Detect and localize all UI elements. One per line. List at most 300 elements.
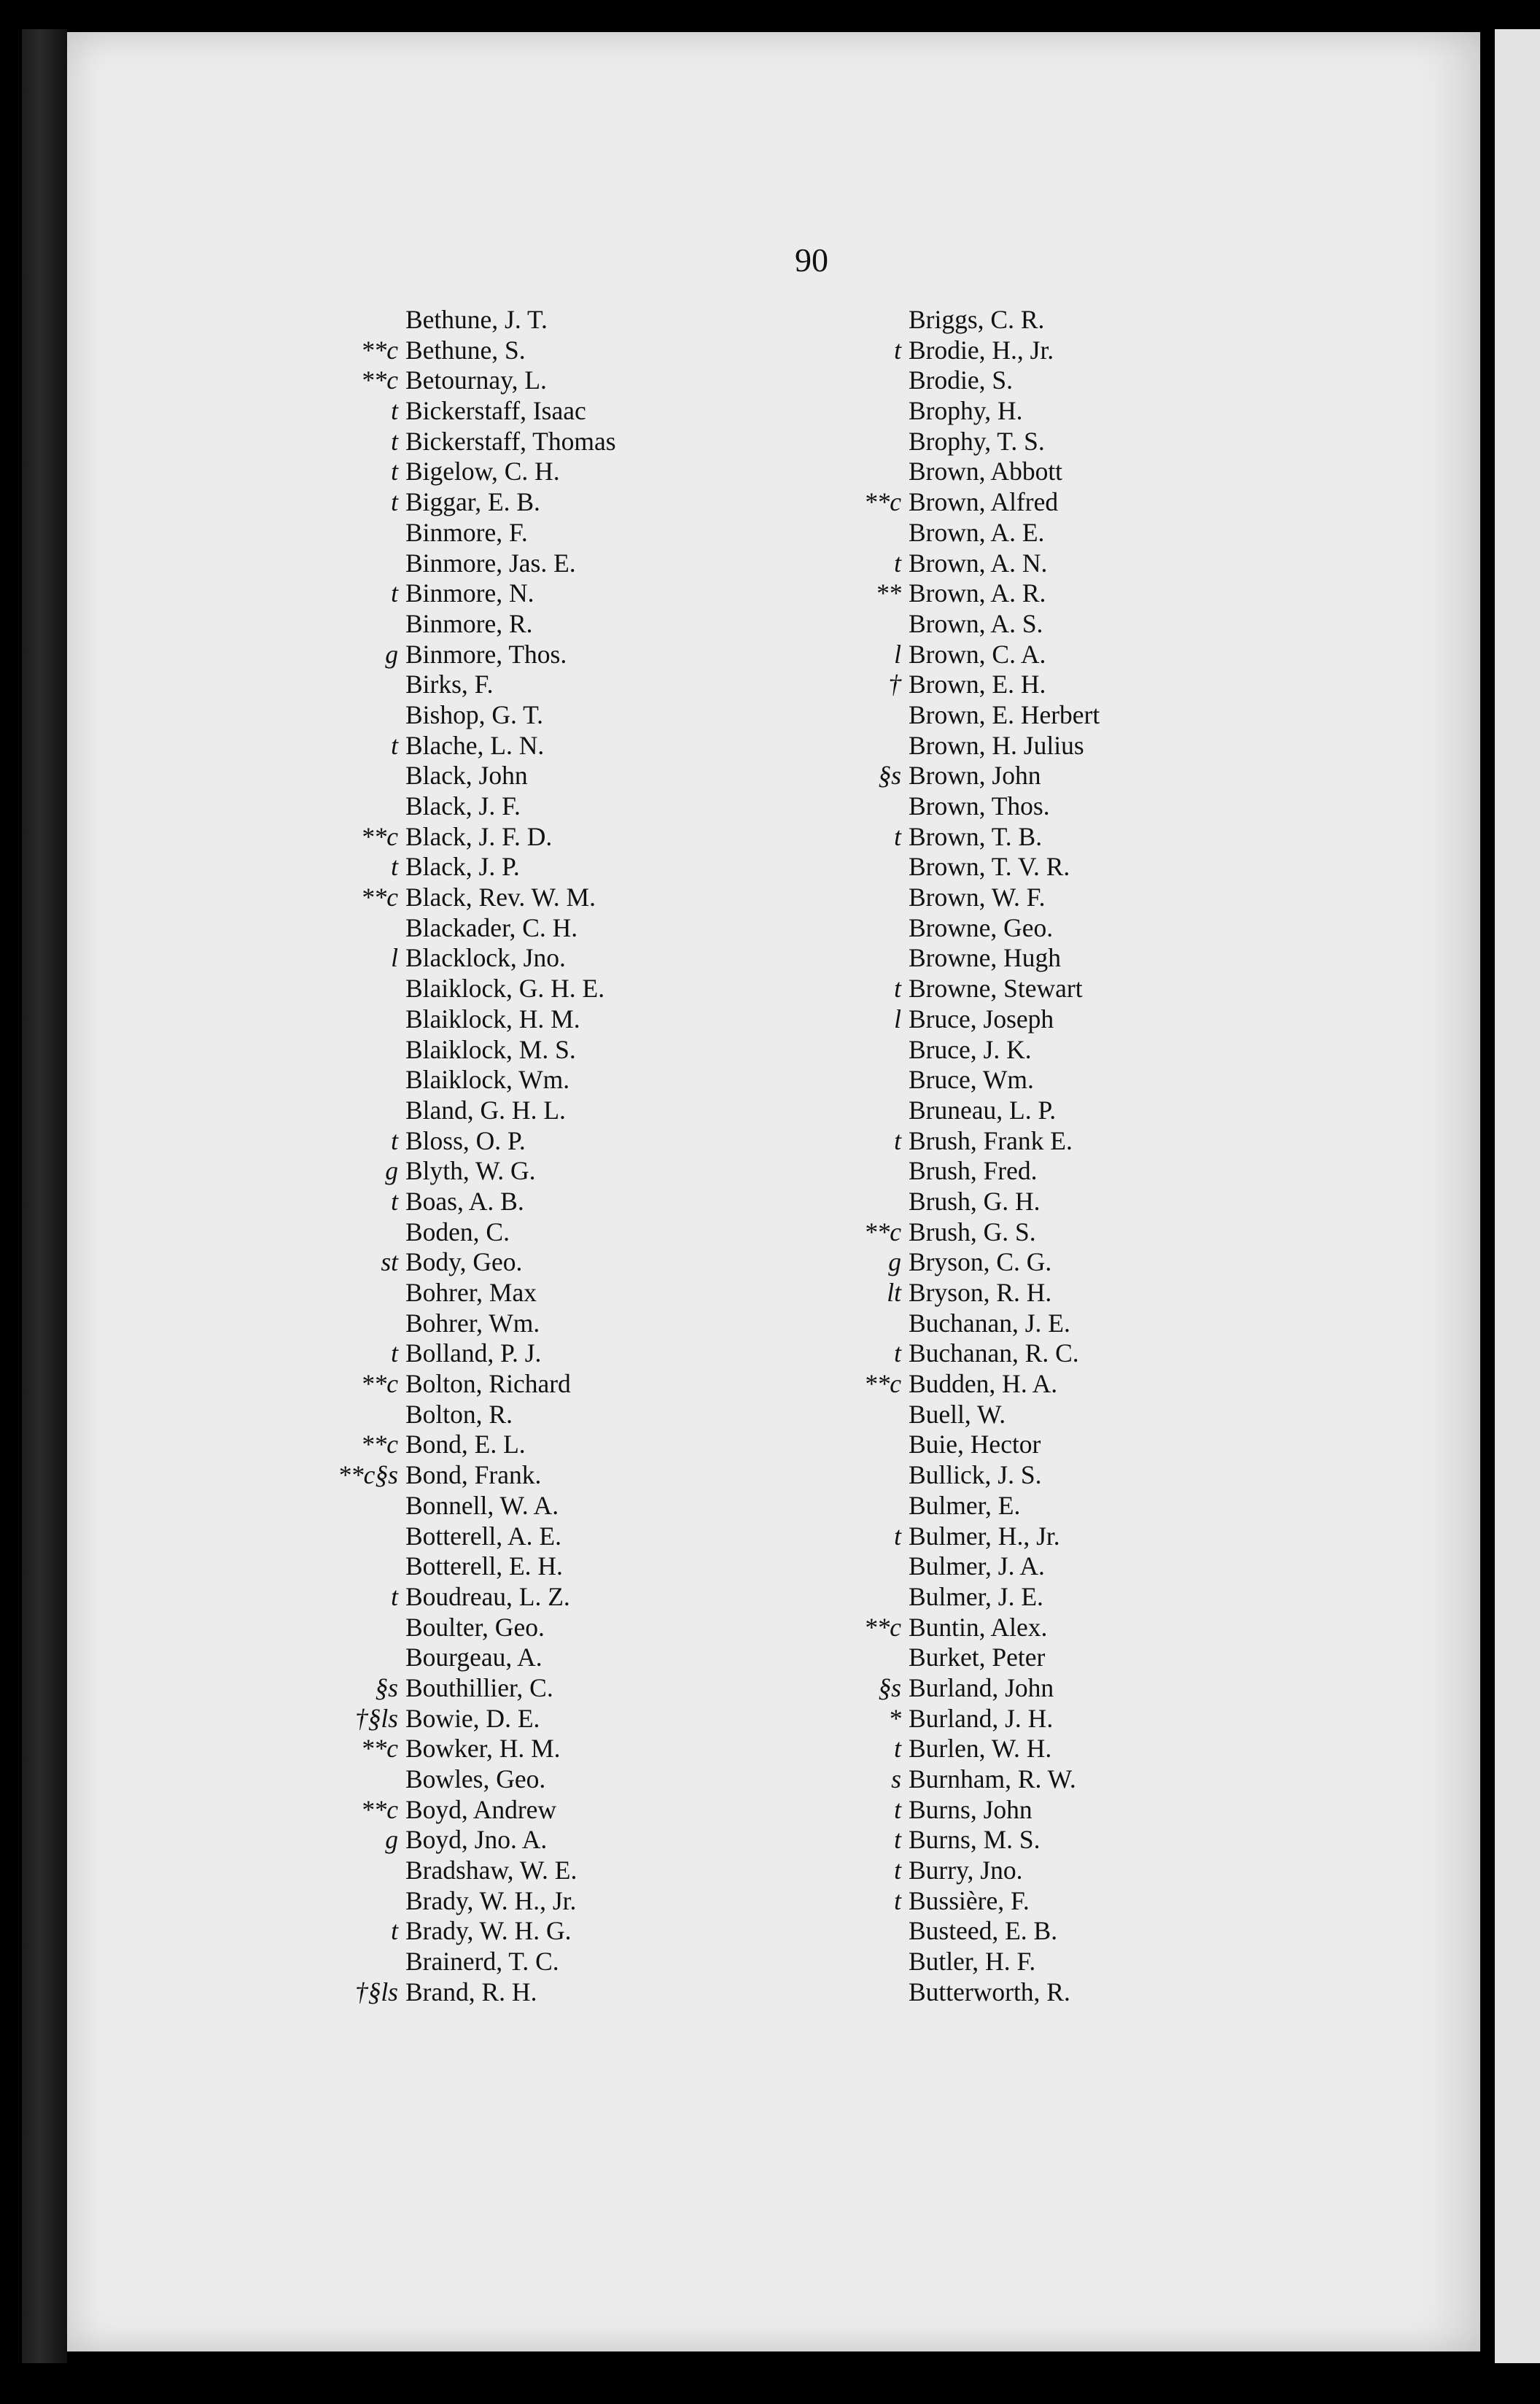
member-entry — [839, 1977, 1100, 2008]
membership-mark — [839, 609, 909, 640]
member-name: Boyd, Jno. A. — [405, 1825, 548, 1855]
membership-mark: g — [385, 639, 398, 669]
member-entry — [839, 1613, 1100, 1643]
member-entry — [335, 1825, 616, 1856]
member-entry — [839, 1217, 1100, 1248]
member-entry — [839, 1795, 1100, 1826]
member-name: Bickerstaff, Isaac — [405, 396, 586, 426]
member-name: Bruce, Joseph — [909, 1004, 1054, 1034]
member-name: Brush, G. H. — [909, 1186, 1041, 1216]
membership-mark — [335, 1947, 405, 1977]
membership-mark — [335, 1065, 405, 1096]
membership-mark: t — [391, 487, 398, 517]
member-name: Browne, Hugh — [909, 943, 1062, 973]
membership-mark: t — [391, 1581, 398, 1611]
membership-mark — [839, 1308, 909, 1339]
member-name: Black, J. F. — [405, 791, 521, 821]
member-entry — [839, 365, 1100, 396]
member-entry — [335, 1704, 616, 1734]
membership-mark: §s — [375, 1672, 398, 1702]
member-entry — [335, 731, 616, 761]
member-entry — [335, 365, 616, 396]
membership-mark: t — [894, 1521, 901, 1551]
membership-mark: t — [391, 396, 398, 426]
membership-mark — [839, 1430, 909, 1460]
membership-mark — [335, 1308, 405, 1339]
membership-mark: **c — [863, 1612, 901, 1642]
membership-mark: lt — [887, 1278, 901, 1307]
member-name: Burns, John — [909, 1794, 1032, 1824]
member-entry — [335, 396, 616, 427]
member-name: Bohrer, Max — [405, 1278, 537, 1307]
membership-mark — [839, 1187, 909, 1217]
member-entry — [335, 1673, 616, 1704]
member-entry — [839, 1704, 1100, 1734]
member-entry — [335, 852, 616, 883]
member-entry — [335, 822, 616, 853]
membership-mark — [839, 365, 909, 396]
membership-mark — [335, 1096, 405, 1126]
membership-mark — [335, 1886, 405, 1917]
membership-mark: **c — [360, 365, 398, 395]
membership-mark: l — [894, 1004, 901, 1034]
member-name: Buie, Hector — [909, 1430, 1041, 1459]
membership-mark — [335, 1764, 405, 1795]
member-entry — [335, 1977, 616, 2008]
member-entry — [839, 1156, 1100, 1187]
member-name: Buchanan, R. C. — [909, 1338, 1079, 1368]
member-name: Brown, H. Julius — [909, 730, 1084, 760]
member-entry — [839, 1338, 1100, 1369]
membership-mark — [839, 305, 909, 336]
membership-mark — [839, 1096, 909, 1126]
membership-mark: †§ls — [354, 1977, 398, 2006]
member-entry — [335, 518, 616, 548]
membership-mark: **c — [863, 1217, 901, 1246]
member-name: Boas, A. B. — [405, 1186, 524, 1216]
membership-mark: t — [391, 1916, 398, 1946]
member-name: Brown, W. F. — [909, 883, 1046, 912]
member-entry — [335, 1187, 616, 1217]
member-entry — [839, 518, 1100, 548]
member-entry — [839, 731, 1100, 761]
member-entry — [335, 1886, 616, 1917]
member-entry — [839, 305, 1100, 336]
member-name: Bishop, G. T. — [405, 699, 544, 729]
member-name: Burnham, R. W. — [909, 1764, 1076, 1794]
member-entry — [839, 1734, 1100, 1764]
membership-mark — [839, 1035, 909, 1066]
membership-mark: t — [894, 821, 901, 851]
member-entry — [335, 1947, 616, 1977]
member-entry — [839, 1126, 1100, 1157]
member-entry — [335, 1217, 616, 1248]
member-name: Brown, A. R. — [909, 578, 1046, 608]
membership-mark — [335, 761, 405, 791]
membership-mark — [335, 1278, 405, 1308]
member-name: Botterell, A. E. — [405, 1521, 561, 1551]
member-entry — [839, 670, 1100, 700]
member-entry — [839, 1916, 1100, 1947]
member-entry — [335, 1916, 616, 1947]
member-name: Brainerd, T. C. — [405, 1947, 559, 1977]
member-name: Buchanan, J. E. — [909, 1308, 1070, 1338]
membership-mark — [839, 396, 909, 427]
member-name: Briggs, C. R. — [909, 305, 1045, 334]
member-entry — [335, 791, 616, 822]
membership-mark — [839, 852, 909, 883]
membership-mark: l — [391, 943, 398, 973]
member-name: Botterell, E. H. — [405, 1551, 563, 1581]
membership-mark — [335, 1035, 405, 1066]
member-entry — [839, 578, 1100, 609]
member-entry — [335, 640, 616, 670]
member-name: Bonnell, W. A. — [405, 1490, 559, 1520]
member-entry — [839, 1825, 1100, 1856]
member-name: Brown, A. E. — [909, 517, 1045, 547]
membership-mark — [335, 548, 405, 579]
membership-mark: **c — [863, 487, 901, 517]
member-name: Brown, T. V. R. — [909, 852, 1070, 882]
member-entry — [335, 1491, 616, 1521]
member-entry — [335, 1156, 616, 1187]
membership-mark — [335, 518, 405, 548]
membership-mark: t — [894, 1338, 901, 1368]
membership-mark: t — [894, 1856, 901, 1885]
membership-mark — [335, 609, 405, 640]
member-name: Bond, E. L. — [405, 1430, 526, 1459]
member-name: Blache, L. N. — [405, 730, 545, 760]
membership-mark — [335, 1613, 405, 1643]
member-name: Brown, E. H. — [909, 670, 1046, 699]
member-name: Bryson, C. G. — [909, 1247, 1052, 1277]
member-name: Bohrer, Wm. — [405, 1308, 540, 1338]
member-name: Bowker, H. M. — [405, 1734, 561, 1764]
member-name: Brown, Abbott — [909, 457, 1063, 486]
membership-mark — [839, 1947, 909, 1977]
member-entry — [335, 943, 616, 974]
member-name: Body, Geo. — [405, 1247, 523, 1277]
membership-mark: t — [391, 730, 398, 760]
member-entry — [839, 336, 1100, 366]
member-entry — [335, 487, 616, 518]
member-entry — [839, 457, 1100, 487]
member-name: Binmore, Jas. E. — [405, 548, 576, 578]
member-name: Brush, Frank E. — [909, 1125, 1073, 1155]
member-name: Brown, Thos. — [909, 791, 1050, 821]
membership-mark: t — [391, 1125, 398, 1155]
membership-mark — [335, 1217, 405, 1248]
member-entry — [839, 640, 1100, 670]
member-name: Blaiklock, M. S. — [405, 1034, 576, 1064]
member-entry — [839, 1582, 1100, 1613]
member-entry — [335, 1247, 616, 1278]
member-name: Bryson, R. H. — [909, 1278, 1052, 1307]
member-name: Bethune, S. — [405, 335, 526, 365]
membership-mark — [335, 913, 405, 944]
member-name: Bethune, J. T. — [405, 305, 548, 334]
member-name: Black, J. F. D. — [405, 821, 553, 851]
member-entry — [839, 1764, 1100, 1795]
member-entry — [335, 1460, 616, 1491]
membership-mark: §s — [878, 761, 901, 791]
membership-mark — [839, 1551, 909, 1582]
member-name: Brand, R. H. — [405, 1977, 537, 2006]
membership-mark — [335, 1400, 405, 1430]
member-entry — [335, 1308, 616, 1339]
member-entry — [839, 1247, 1100, 1278]
member-name: Blacklock, Jno. — [405, 943, 566, 973]
member-name: Bowles, Geo. — [405, 1764, 546, 1794]
member-name: Brush, G. S. — [909, 1217, 1036, 1246]
member-name: Betournay, L. — [405, 365, 547, 395]
membership-mark — [839, 791, 909, 822]
member-entry — [335, 1582, 616, 1613]
member-name: Bland, G. H. L. — [405, 1095, 566, 1125]
membership-mark: **c — [360, 1794, 398, 1824]
member-entry — [839, 427, 1100, 457]
membership-mark: t — [391, 852, 398, 882]
membership-mark: t — [391, 457, 398, 486]
membership-mark: g — [888, 1247, 901, 1277]
member-name: Binmore, R. — [405, 608, 533, 638]
member-entry — [839, 1065, 1100, 1096]
member-name: Brown, John — [909, 761, 1041, 791]
membership-mark — [839, 700, 909, 731]
membership-mark — [335, 1491, 405, 1521]
membership-mark: st — [381, 1247, 398, 1277]
member-entry — [839, 1856, 1100, 1886]
member-name: Butterworth, R. — [909, 1977, 1070, 2006]
scanned-page — [67, 32, 1480, 2351]
member-entry — [335, 1338, 616, 1369]
membership-mark — [839, 883, 909, 913]
member-entry — [839, 791, 1100, 822]
member-name: Brush, Fred. — [909, 1156, 1038, 1186]
member-name: Biggar, E. B. — [405, 487, 540, 517]
member-name: Bulmer, J. A. — [909, 1551, 1045, 1581]
facing-page-edge — [1490, 29, 1540, 2363]
member-entry — [839, 883, 1100, 913]
member-name: Buntin, Alex. — [909, 1612, 1048, 1642]
member-entry — [335, 974, 616, 1004]
member-name: Bussière, F. — [909, 1885, 1030, 1915]
member-name: Burket, Peter — [909, 1643, 1046, 1672]
membership-mark — [839, 427, 909, 457]
member-entry — [839, 700, 1100, 731]
membership-mark — [335, 1004, 405, 1035]
member-entry — [839, 548, 1100, 579]
member-name: Brodie, H., Jr. — [909, 335, 1054, 365]
membership-mark: **c — [863, 1369, 901, 1399]
membership-mark: **c — [360, 883, 398, 912]
membership-mark — [839, 1491, 909, 1521]
member-entry — [839, 822, 1100, 853]
membership-mark — [335, 305, 405, 336]
member-entry — [839, 1673, 1100, 1704]
member-name: Burland, J. H. — [909, 1703, 1054, 1733]
member-name: Buell, W. — [909, 1399, 1006, 1429]
member-name: Busteed, E. B. — [909, 1916, 1058, 1946]
membership-mark — [335, 700, 405, 731]
member-entry — [839, 1886, 1100, 1917]
member-entry — [335, 1278, 616, 1308]
membership-mark — [839, 1400, 909, 1430]
member-name: Bond, Frank. — [405, 1460, 542, 1490]
member-entry — [839, 1551, 1100, 1582]
member-name: Bulmer, E. — [909, 1490, 1021, 1520]
membership-mark — [839, 1582, 909, 1613]
membership-mark — [839, 1916, 909, 1947]
member-name: Brady, W. H. G. — [405, 1916, 572, 1946]
member-name: Butler, H. F. — [909, 1947, 1036, 1977]
membership-mark — [335, 1643, 405, 1673]
membership-mark: t — [894, 335, 901, 365]
member-entry — [335, 1734, 616, 1764]
membership-mark: **c — [360, 1734, 398, 1764]
member-name: Burlen, W. H. — [909, 1734, 1052, 1764]
member-entry — [335, 1764, 616, 1795]
member-entry — [335, 1400, 616, 1430]
membership-mark: t — [391, 1186, 398, 1216]
member-entry — [335, 305, 616, 336]
page-number: 90 — [795, 241, 828, 279]
member-entry — [335, 1035, 616, 1066]
member-entry — [839, 1947, 1100, 1977]
member-entry — [839, 1369, 1100, 1400]
membership-mark — [839, 1643, 909, 1673]
member-name: Bruneau, L. P. — [909, 1095, 1057, 1125]
member-entry — [335, 1065, 616, 1096]
membership-mark — [335, 1521, 405, 1552]
member-name: Burry, Jno. — [909, 1856, 1023, 1885]
member-name: Boulter, Geo. — [405, 1612, 545, 1642]
membership-mark: t — [894, 1794, 901, 1824]
membership-mark: t — [894, 1125, 901, 1155]
member-name: Burland, John — [909, 1672, 1054, 1702]
member-entry — [839, 1096, 1100, 1126]
membership-mark: **c§s — [338, 1460, 398, 1490]
membership-mark — [335, 1551, 405, 1582]
membership-mark — [839, 1977, 909, 2008]
member-name: Birks, F. — [405, 670, 494, 699]
member-entry — [335, 913, 616, 944]
membership-mark: g — [385, 1825, 398, 1855]
membership-mark — [839, 1460, 909, 1491]
member-name: Boyd, Andrew — [405, 1794, 557, 1824]
book-binding-edge — [22, 29, 67, 2363]
membership-mark: t — [894, 1825, 901, 1855]
membership-mark: t — [391, 578, 398, 608]
member-name: Bouthillier, C. — [405, 1672, 553, 1702]
member-name: Budden, H. A. — [909, 1369, 1058, 1399]
member-name: Binmore, Thos. — [405, 639, 567, 669]
membership-mark — [335, 1856, 405, 1886]
member-name: Bulmer, H., Jr. — [909, 1521, 1060, 1551]
right-name-column — [839, 305, 1100, 2008]
member-entry — [839, 1004, 1100, 1035]
membership-mark — [335, 670, 405, 700]
member-entry — [335, 670, 616, 700]
membership-mark — [335, 791, 405, 822]
member-name: Binmore, F. — [405, 517, 528, 547]
member-entry — [335, 1521, 616, 1552]
member-name: Bowie, D. E. — [405, 1703, 540, 1733]
membership-mark: † — [888, 670, 901, 699]
member-entry — [839, 1400, 1100, 1430]
membership-mark — [335, 974, 405, 1004]
member-name: Blyth, W. G. — [405, 1156, 536, 1186]
member-entry — [335, 761, 616, 791]
membership-mark — [839, 518, 909, 548]
member-entry — [335, 1613, 616, 1643]
member-entry — [839, 396, 1100, 427]
member-name: Bolton, R. — [405, 1399, 513, 1429]
member-name: Brown, E. Herbert — [909, 699, 1100, 729]
membership-mark: t — [894, 974, 901, 1004]
membership-mark: **c — [360, 1369, 398, 1399]
member-name: Bickerstaff, Thomas — [405, 426, 616, 456]
membership-mark: t — [894, 548, 901, 578]
member-entry — [335, 336, 616, 366]
member-name: Brown, T. B. — [909, 821, 1043, 851]
member-name: Bruce, Wm. — [909, 1065, 1034, 1095]
member-entry — [839, 1460, 1100, 1491]
member-entry — [335, 578, 616, 609]
member-name: Black, John — [405, 761, 528, 791]
membership-mark: †§ls — [354, 1703, 398, 1733]
member-entry — [839, 1187, 1100, 1217]
member-name: Bulmer, J. E. — [909, 1581, 1043, 1611]
member-name: Brown, A. N. — [909, 548, 1048, 578]
membership-mark — [839, 943, 909, 974]
member-name: Brown, Alfred — [909, 487, 1059, 517]
member-entry — [335, 1126, 616, 1157]
membership-mark — [839, 1065, 909, 1096]
left-name-column — [335, 305, 616, 2008]
member-entry — [839, 1430, 1100, 1460]
membership-mark — [839, 457, 909, 487]
membership-mark: ** — [875, 578, 901, 608]
membership-mark: s — [891, 1764, 901, 1794]
member-entry — [335, 1856, 616, 1886]
member-entry — [839, 1278, 1100, 1308]
member-entry — [839, 852, 1100, 883]
member-entry — [335, 548, 616, 579]
member-entry — [335, 1369, 616, 1400]
member-entry — [839, 487, 1100, 518]
member-entry — [839, 974, 1100, 1004]
member-name: Bolland, P. J. — [405, 1338, 542, 1368]
member-entry — [839, 609, 1100, 640]
member-entry — [839, 1643, 1100, 1673]
member-name: Blaiklock, Wm. — [405, 1065, 570, 1095]
member-entry — [335, 1795, 616, 1826]
member-name: Bullick, J. S. — [909, 1460, 1042, 1490]
member-entry — [335, 1430, 616, 1460]
member-name: Blaiklock, G. H. E. — [405, 974, 605, 1004]
member-name: Brown, C. A. — [909, 639, 1046, 669]
member-name: Brodie, S. — [909, 365, 1013, 395]
member-name: Bourgeau, A. — [405, 1643, 542, 1672]
membership-mark: t — [894, 1885, 901, 1915]
member-name: Black, J. P. — [405, 852, 520, 882]
member-entry — [335, 457, 616, 487]
membership-mark: **c — [360, 1430, 398, 1459]
member-entry — [335, 1643, 616, 1673]
member-entry — [839, 1308, 1100, 1339]
member-name: Brown, A. S. — [909, 608, 1043, 638]
